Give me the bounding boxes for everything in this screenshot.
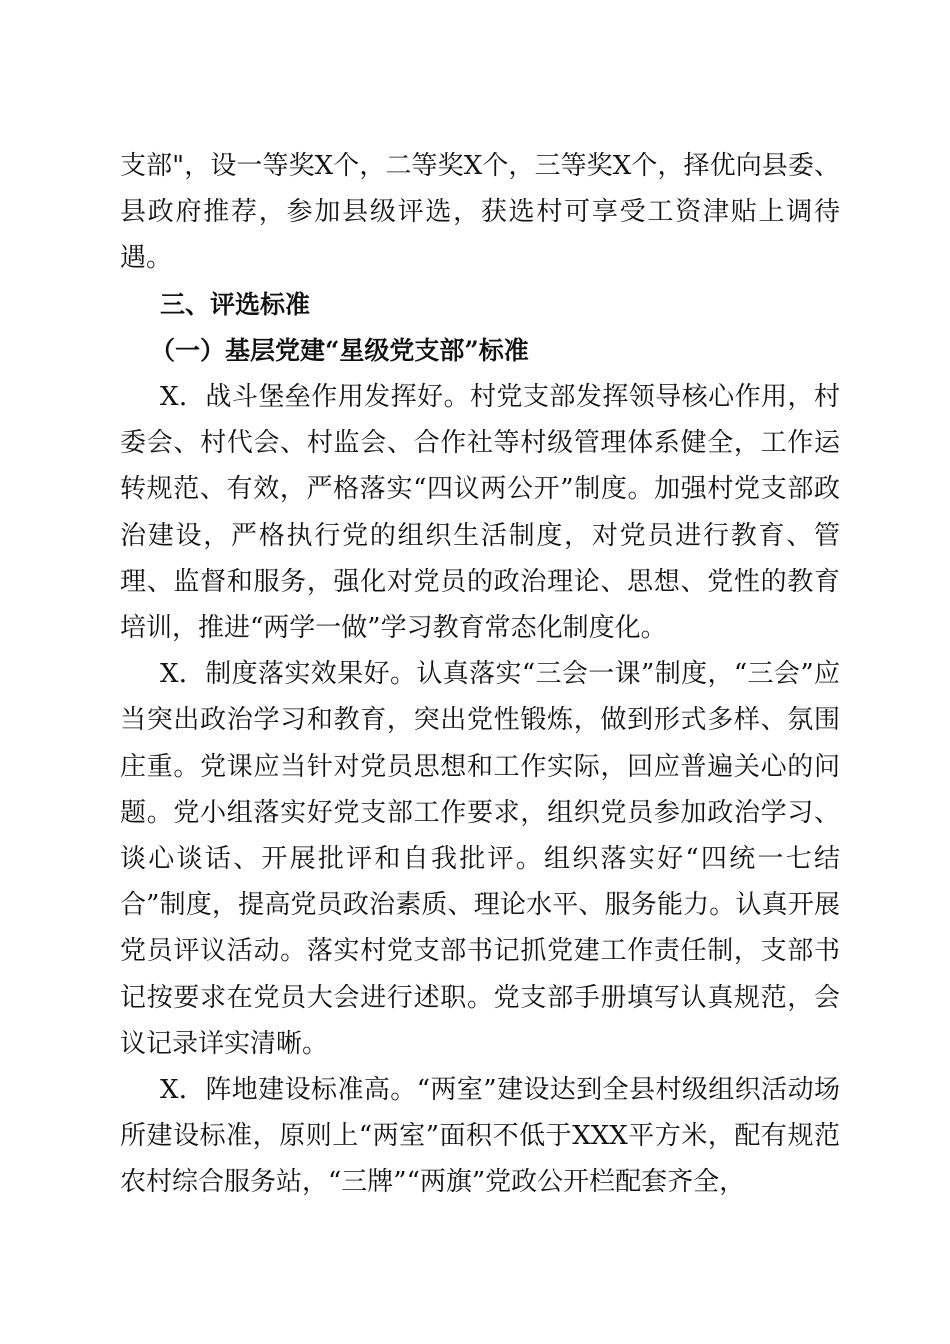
standard-item-2-paragraph: X．制度落实效果好。认真落实“三会一课”制度，“三会”应当突出政治学习和教育，突出党性锻炼，做到形式多样、氛围庄重。党课应当针对党员思想和工作实际，回应普遍关心的问题。党小组落实好党支部工作要求，组织党员参加政治学习、谈心谈话、开展批评和自我批评。组织落实好“四统一七结合”制度，提高党员政治素质、理论水平、服务能力。认真开展党员评议活动。落实村党支部书记抓党建工作责任制，支部书记按要求在党员大会进行述职。党支部手册填写认真规范，会议记录详实清晰。 [120,659,840,1059]
continuation-paragraph: 支部"，设一等奖X个，二等奖X个，三等奖X个，择优向县委、县政府推荐，参加县级评选，获选村可享受工资津贴上调待遇。 [120,151,840,274]
document-body [120,143,840,1206]
subsection-heading: （一）基层党建“星级党支部”标准 [150,335,529,365]
standard-item-1-paragraph: X．战斗堡垒作用发挥好。村党支部发挥领导核心作用，村委会、村代会、村监会、合作社等村级管理体系健全，工作运转规范、有效，严格落实“四议两公开”制度。加强村党支部政治建设，严格执行党的组织生活制度，对党员进行教育、管理、监督和服务，强化对党员的政治理论、思想、党性的教育培训，推进“两学一做”学习教育常态化制度化。 [120,382,840,644]
section-heading: 三、评选标准 [160,289,311,319]
standard-item-3-paragraph: X．阵地建设标准高。“两室”建设达到全县村级组织活动场所建设标准，原则上“两室”面积不低于XXX平方米，配有规范农村综合服务站，“三牌”“两旗”党政公开栏配套齐全， [120,1075,840,1198]
